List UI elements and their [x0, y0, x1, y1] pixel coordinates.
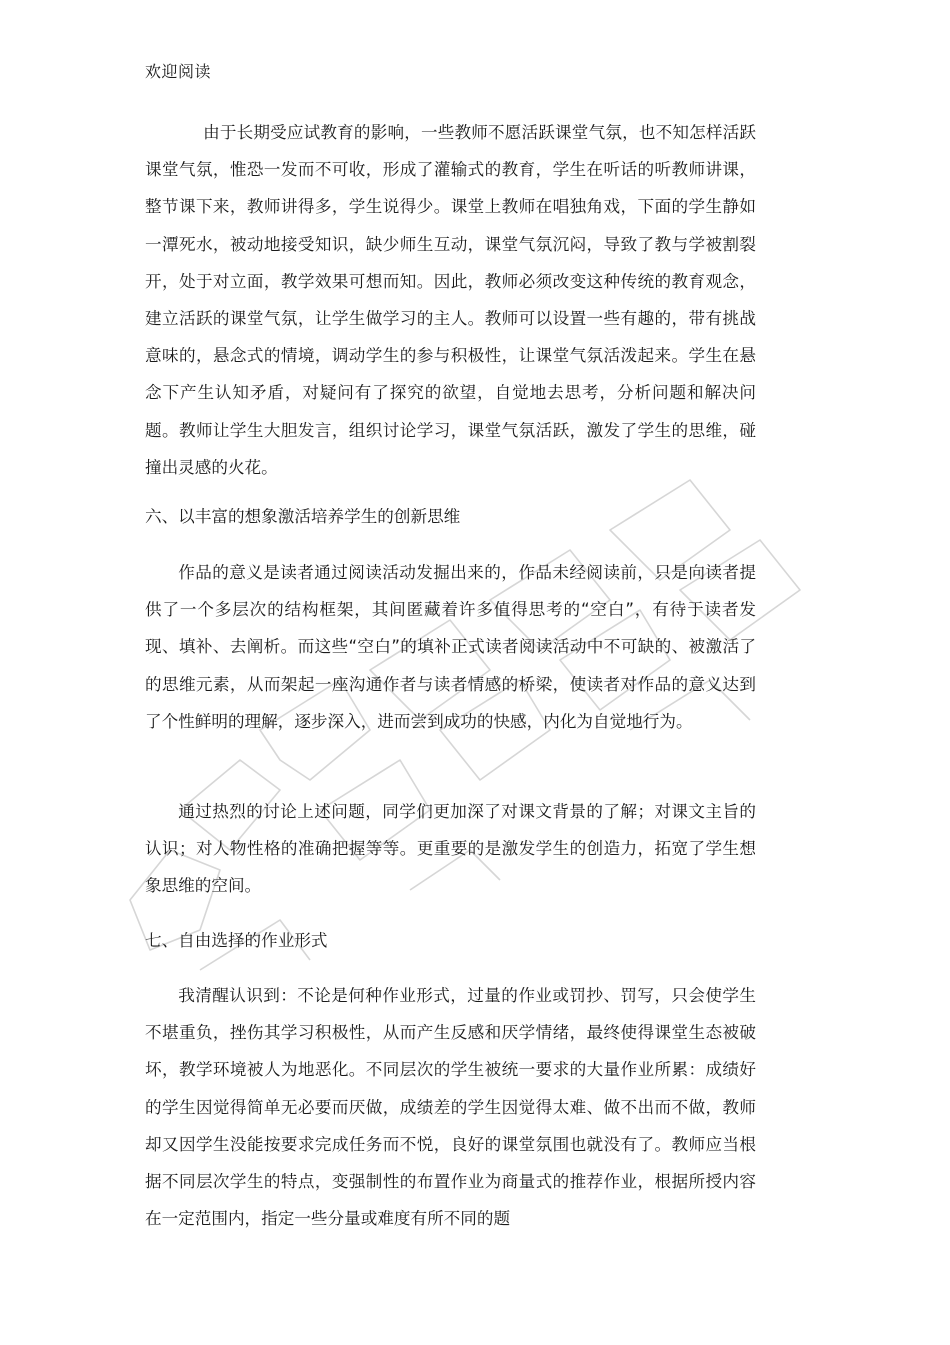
page-header: 欢迎阅读 — [145, 62, 212, 81]
section-heading-seven: 七、自由选择的作业形式 — [145, 931, 328, 950]
paragraph-homework-form: 我清醒认识到：不论是何种作业形式，过量的作业或罚抄、罚写，只会使学生不堪重负，挫伤其学习积极性，从而产生反感和厌学情绪，最终使得课堂生态被破坏，教学环境被人为地恶化。不同层次的学生被统一要求的大量作业所累：成绩好的学生因觉得简单无必要而厌做，成绩差的学生因觉得太难、做不出而不做，教师却又因学生没能按要求完成任务而不悦，良好的课堂氛围也就没有了。教师应当根据不同层次学生的特点，变强制性的布置作业为商量式的推荐作业，根据所授内容在一定范围内，指定一些分量或难度有所不同的题 — [145, 986, 756, 1229]
paragraph-reading-imagination: 作品的意义是读者通过阅读活动发掘出来的，作品未经阅读前，只是向读者提供了一个多层次的结构框架，其间匿藏着许多值得思考的“空白”，有待于读者发现、填补、去阐析。而这些“空白”的填补正式读者阅读活动中不可缺的、被激活了的思维元素，从而架起一座沟通作者与读者情感的桥梁，使读者对作品的意义达到了个性鲜明的理解，逐步深入，进而尝到成功的快感，内化为自觉地行为。 — [145, 563, 756, 731]
paragraph-classroom-atmosphere: 由于长期受应试教育的影响，一些教师不愿活跃课堂气氛，也不知怎样活跃课堂气氛，惟恐一发而不可收，形成了灌输式的教育，学生在听话的听教师讲课，整节课下来，教师讲得多，学生说得少。课堂上教师在唱独角戏，下面的学生静如一潭死水，被动地接受知识，缺少师生互动，课堂气氛沉闷，导致了教与学被割裂开，处于对立面，教学效果可想而知。因此，教师必须改变这种传统的教育观念，建立活跃的课堂气氛，让学生做学习的主人。教师可以设置一些有趣的，带有挑战意味的，悬念式的情境，调动学生的参与积极性，让课堂气氛活泼起来。学生在悬念下产生认知矛盾，对疑问有了探究的欲望，自觉地去思考，分析问题和解决问题。教师让学生大胆发言，组织讨论学习，课堂气氛活跃，激发了学生的思维，碰撞出灵感的火花。 — [145, 123, 756, 477]
section-heading-six: 六、以丰富的想象激活培养学生的创新思维 — [145, 507, 461, 526]
paragraph-discussion-result: 通过热烈的讨论上述问题，同学们更加深了对课文背景的了解；对课文主旨的认识；对人物性格的准确把握等等。更重要的是激发学生的创造力，拓宽了学生想象思维的空间。 — [145, 802, 756, 896]
